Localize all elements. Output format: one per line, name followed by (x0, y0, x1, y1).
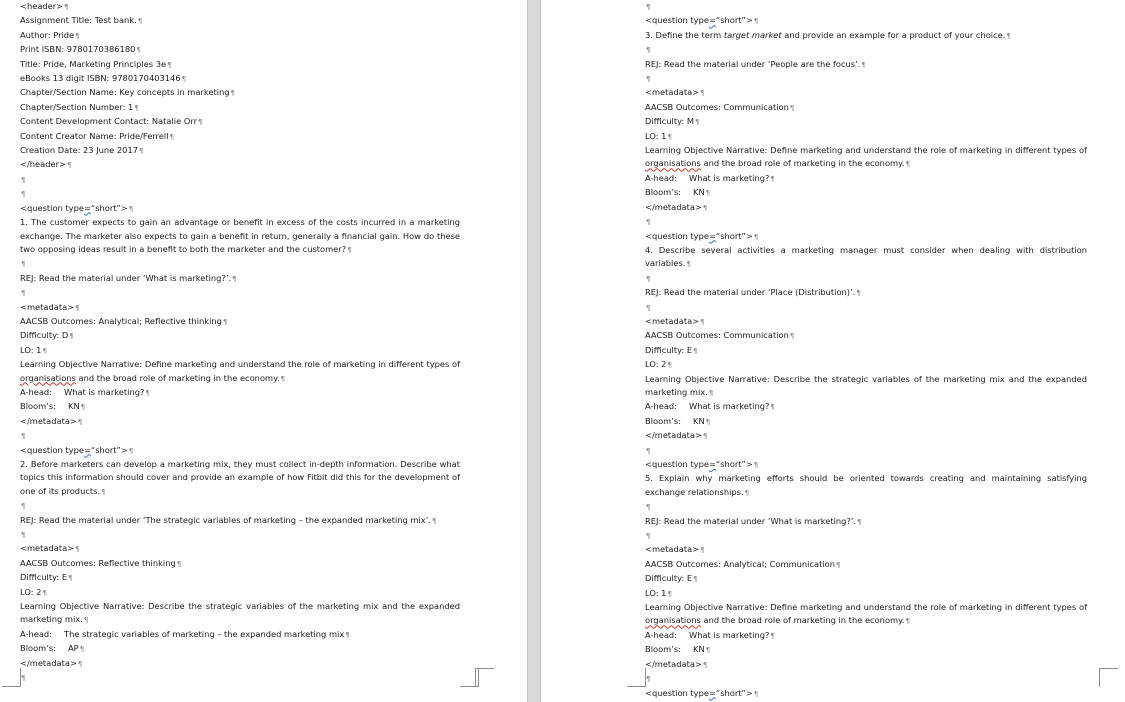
pilcrow-mark: ¶ (68, 574, 73, 583)
document-paragraph[interactable]: <header>¶ (20, 1, 69, 11)
pilcrow-mark: ¶ (42, 346, 47, 355)
pilcrow-mark: ¶ (83, 616, 89, 625)
pilcrow-mark: ¶ (101, 487, 106, 496)
document-paragraph[interactable]: A-head: What is marketing?¶ (645, 401, 775, 412)
document-paragraph[interactable]: A-head: The strategic variables of marketing – the expanded marketing mix¶ (20, 628, 350, 639)
document-paragraph[interactable]: AACSB Outcomes: Analytical; Reflective thinking¶ (20, 315, 228, 326)
document-paragraph[interactable] (645, 500, 1087, 514)
document-page-left[interactable] (0, 0, 527, 702)
margin-corner-mark (475, 668, 494, 687)
pilcrow-mark: ¶ (770, 174, 775, 183)
margin-corner-mark (2, 668, 21, 687)
pilcrow-mark: ¶ (145, 388, 150, 397)
pilcrow-mark: ¶ (136, 46, 141, 55)
pilcrow-mark: ¶ (280, 374, 285, 383)
document-paragraph[interactable]: Content Development Contact: Natalie Orr¶ (20, 116, 203, 127)
document-paragraph[interactable]: A-head: What is marketing?¶ (645, 629, 775, 640)
document-paragraph[interactable]: Content Creator Name: Pride/Ferrell¶ (20, 130, 174, 141)
pilcrow-mark: ¶ (128, 446, 134, 455)
pilcrow-mark: ¶ (21, 260, 26, 269)
pilcrow-mark: ¶ (66, 161, 72, 170)
document-paragraph[interactable]: </metadata>¶ (645, 430, 708, 441)
pilcrow-mark: ¶ (139, 147, 144, 156)
document-paragraph[interactable]: Chapter/Section Name: Key concepts in marketing¶ (20, 87, 236, 98)
pilcrow-mark: ¶ (646, 3, 651, 11)
pilcrow-mark: ¶ (69, 332, 74, 341)
document-paragraph[interactable]: AACSB Outcomes: Reflective thinking¶ (20, 557, 182, 568)
pilcrow-mark: ¶ (232, 274, 237, 283)
pilcrow-mark: ¶ (753, 689, 759, 698)
document-paragraph[interactable]: Title: Pride, Marketing Principles 3e¶ (20, 58, 172, 69)
document-paragraph[interactable]: 1. The customer expects to gain an advantage or benefit in excess of the costs incurred in a marketing exchange. The marketer also expects to gain a benefit in return, generally a financial gain. How do these two opposing ideas result in a benefit to both the marketer and the customer?¶ (20, 217, 460, 254)
document-paragraph[interactable] (20, 173, 460, 187)
document-paragraph[interactable]: REJ: Read the material under ‘The strategic variables of marketing – the expanded marketing mix’.¶ (20, 514, 437, 525)
document-paragraph[interactable]: <question type=“short”>¶ (20, 444, 134, 455)
document-paragraph[interactable]: Learning Objective Narrative: Describe the strategic variables of the marketing mix and the expanded marketing mix.¶ (20, 601, 460, 625)
pilcrow-mark: ¶ (198, 118, 203, 127)
document-paragraph[interactable] (645, 43, 1087, 57)
pilcrow-mark: ¶ (693, 346, 698, 355)
document-paragraph[interactable]: Difficulty: D¶ (20, 330, 74, 341)
document-paragraph[interactable] (20, 429, 460, 443)
document-paragraph[interactable]: Bloom’s: KN¶ (645, 415, 711, 426)
pilcrow-mark: ¶ (646, 503, 651, 512)
document-paragraph[interactable]: Difficulty: E¶ (20, 572, 73, 583)
document-paragraph[interactable] (645, 301, 1087, 315)
pilcrow-mark: ¶ (646, 532, 651, 541)
document-paragraph[interactable] (645, 0, 1087, 14)
document-paragraph[interactable] (20, 257, 460, 271)
pilcrow-mark: ¶ (646, 46, 651, 55)
document-paragraph[interactable]: 5. Explain why marketing efforts should be oriented towards creating and maintaining satisfying exchange relationships.¶ (645, 473, 1087, 497)
document-page-right[interactable] (541, 0, 1125, 702)
document-paragraph[interactable]: Difficulty: E¶ (645, 573, 698, 584)
document-paragraph[interactable]: Bloom’s: KN¶ (645, 187, 711, 198)
document-paragraph[interactable]: </metadata>¶ (20, 415, 83, 426)
document-paragraph[interactable] (20, 499, 460, 513)
pilcrow-mark: ¶ (134, 103, 139, 112)
pilcrow-mark: ¶ (753, 461, 759, 469)
document-paragraph[interactable]: REJ: Read the material under ‘People are the focus’.¶ (645, 58, 866, 69)
pilcrow-mark: ¶ (646, 675, 651, 684)
document-paragraph[interactable]: <metadata>¶ (645, 544, 705, 555)
pilcrow-mark: ¶ (21, 531, 26, 540)
pilcrow-mark: ¶ (667, 361, 672, 370)
pilcrow-mark: ¶ (705, 646, 711, 655)
pilcrow-mark: ¶ (347, 245, 352, 254)
document-paragraph[interactable]: Assignment Title: Test bank.¶ (20, 15, 143, 26)
document-paragraph[interactable]: Bloom’s: AP¶ (20, 643, 85, 654)
pilcrow-mark: ¶ (789, 103, 795, 112)
pilcrow-mark: ¶ (686, 260, 691, 269)
document-paragraph[interactable]: </metadata>¶ (645, 658, 708, 669)
pilcrow-mark: ¶ (21, 432, 26, 441)
document-paragraph[interactable] (645, 529, 1087, 543)
document-paragraph[interactable]: Difficulty: E¶ (645, 344, 698, 355)
document-paragraph[interactable]: <metadata>¶ (20, 301, 80, 312)
pilcrow-mark: ¶ (646, 75, 651, 84)
document-paragraph[interactable]: <question type=“short”>¶ (20, 202, 134, 213)
pilcrow-mark: ¶ (753, 232, 759, 241)
pilcrow-mark: ¶ (905, 617, 910, 626)
document-paragraph[interactable]: <question type=“short”>¶ (645, 687, 759, 698)
document-paragraph[interactable]: Author: Pride¶ (20, 29, 80, 40)
document-paragraph[interactable]: </metadata>¶ (20, 657, 83, 668)
pilcrow-mark: ¶ (744, 488, 750, 497)
pilcrow-mark: ¶ (753, 17, 759, 26)
pilcrow-mark: ¶ (21, 175, 26, 184)
document-paragraph[interactable]: AACSB Outcomes: Communication¶ (645, 330, 795, 341)
document-paragraph[interactable]: Bloom’s: KN¶ (645, 644, 711, 655)
document-paragraph[interactable]: Print ISBN: 9780170386180¶ (20, 44, 141, 55)
pilcrow-mark: ¶ (137, 17, 143, 26)
pilcrow-mark: ¶ (693, 575, 698, 584)
pilcrow-mark: ¶ (857, 517, 862, 526)
pilcrow-mark: ¶ (702, 432, 708, 441)
pilcrow-mark: ¶ (905, 160, 910, 169)
document-paragraph[interactable]: <question type=“short”>¶ (645, 15, 759, 26)
document-paragraph[interactable]: Learning Objective Narrative: Describe the strategic variables of the marketing mix and the expanded marketing mix.¶ (645, 373, 1087, 397)
pilcrow-mark: ¶ (75, 31, 80, 40)
document-paragraph[interactable]: <metadata>¶ (645, 315, 705, 326)
document-paragraph[interactable]: <metadata>¶ (20, 543, 80, 554)
pilcrow-mark: ¶ (77, 659, 83, 668)
document-paragraph[interactable]: LO: 1¶ (645, 587, 672, 598)
margin-corner-mark (627, 668, 646, 687)
pilcrow-mark: ¶ (705, 417, 711, 426)
pilcrow-mark: ¶ (836, 560, 841, 569)
document-paragraph[interactable]: 3. Define the term target market and provide an example for a product of your choice.¶ (645, 29, 1011, 40)
pilcrow-mark: ¶ (345, 630, 350, 639)
pilcrow-mark: ¶ (770, 631, 775, 640)
document-paragraph[interactable]: Bloom’s: KN¶ (20, 401, 86, 412)
pilcrow-mark: ¶ (700, 89, 705, 98)
pilcrow-mark: ¶ (176, 559, 182, 568)
pilcrow-mark: ¶ (77, 417, 83, 426)
document-paragraph[interactable] (645, 72, 1087, 86)
pilcrow-mark: ¶ (667, 132, 672, 141)
pilcrow-mark: ¶ (21, 190, 26, 199)
document-paragraph[interactable]: LO: 2¶ (20, 586, 47, 597)
pilcrow-mark: ¶ (770, 403, 775, 412)
document-paragraph[interactable]: REJ: Read the material under ‘What is marketing?’.¶ (645, 515, 862, 526)
document-paragraph[interactable]: AACSB Outcomes: Communication¶ (645, 101, 795, 112)
pilcrow-mark: ¶ (856, 289, 861, 298)
document-paragraph[interactable]: REJ: Read the material under ‘What is marketing?’.¶ (20, 272, 237, 283)
pilcrow-mark: ¶ (646, 303, 651, 312)
pilcrow-mark: ¶ (75, 545, 80, 554)
pilcrow-mark: ¶ (75, 303, 80, 312)
document-paragraph[interactable]: Difficulty: M¶ (645, 116, 700, 127)
document-paragraph[interactable]: LO: 1¶ (645, 130, 672, 141)
pilcrow-mark: ¶ (789, 332, 795, 341)
pilcrow-mark: ¶ (702, 203, 708, 212)
pilcrow-mark: ¶ (646, 274, 651, 283)
pilcrow-mark: ¶ (181, 75, 187, 84)
pilcrow-mark: ¶ (667, 589, 672, 598)
document-paragraph[interactable] (645, 672, 1087, 686)
pilcrow-mark: ¶ (646, 446, 651, 455)
document-paragraph[interactable]: Learning Objective Narrative: Define marketing and understand the role of marketing in different types of organisations and the broad role of marketing in the economy.¶ (645, 145, 1087, 169)
pilcrow-mark: ¶ (79, 645, 85, 654)
document-paragraph[interactable]: 4. Describe several activities a marketing manager must consider when dealing with distribution variables.¶ (645, 244, 1087, 269)
document-paragraph[interactable]: </metadata>¶ (645, 201, 708, 212)
document-paragraph[interactable] (645, 444, 1087, 458)
pilcrow-mark: ¶ (708, 388, 714, 397)
pilcrow-mark: ¶ (646, 218, 651, 227)
document-paragraph[interactable]: Creation Date: 23 June 2017¶ (20, 145, 144, 156)
document-paragraph[interactable]: </header>¶ (20, 159, 72, 170)
document-paragraph[interactable] (20, 286, 460, 300)
pilcrow-mark: ¶ (230, 89, 236, 98)
pilcrow-mark: ¶ (700, 317, 705, 326)
pilcrow-mark: ¶ (42, 588, 47, 597)
document-paragraph[interactable]: LO: 1¶ (20, 344, 47, 355)
margin-corner-mark (1099, 668, 1118, 687)
document-paragraph[interactable]: Learning Objective Narrative: Define marketing and understand the role of marketing in different types of organisations and the broad role of marketing in the economy.¶ (645, 602, 1087, 626)
pilcrow-mark: ¶ (702, 660, 708, 669)
pilcrow-mark: ¶ (80, 403, 86, 412)
document-paragraph[interactable]: Learning Objective Narrative: Define marketing and understand the role of marketing in different types of organisations and the broad role of marketing in the economy.¶ (20, 359, 460, 383)
pilcrow-mark: ¶ (432, 516, 437, 525)
pilcrow-mark: ¶ (695, 118, 700, 127)
document-paragraph[interactable] (20, 528, 460, 542)
pilcrow-mark: ¶ (167, 60, 172, 69)
document-paragraph[interactable]: 2. Before marketers can develop a marketing mix, they must collect in-depth information. Describe what topics this information should cover and provide an example of how Fitbit did this for the development of one of its products.¶ (20, 459, 460, 496)
document-paragraph[interactable]: <question type=“short”>¶ (645, 459, 759, 469)
pilcrow-mark: ¶ (21, 289, 26, 298)
pilcrow-mark: ¶ (1006, 31, 1011, 40)
pilcrow-mark: ¶ (21, 674, 26, 683)
document-paragraph[interactable]: eBooks 13 digit ISBN: 9780170403146¶ (20, 73, 187, 84)
document-paragraph[interactable]: REJ: Read the material under ‘Place (Distribution)’.¶ (645, 287, 861, 298)
document-paragraph[interactable]: A-head: What is marketing?¶ (20, 386, 150, 397)
page-text-body[interactable] (20, 0, 460, 686)
pilcrow-mark: ¶ (705, 189, 711, 198)
document-paragraph[interactable]: A-head: What is marketing?¶ (645, 172, 775, 183)
pilcrow-mark: ¶ (169, 132, 174, 141)
pilcrow-mark: ¶ (222, 317, 228, 326)
document-paragraph[interactable] (20, 671, 460, 685)
document-paragraph[interactable]: LO: 2¶ (645, 359, 672, 370)
page-text-body[interactable] (645, 0, 1087, 701)
document-paragraph[interactable] (645, 215, 1087, 229)
pilcrow-mark: ¶ (861, 60, 866, 69)
document-paragraph[interactable] (20, 187, 460, 201)
page-gap (527, 0, 541, 702)
document-paragraph[interactable]: <question type=“short”>¶ (645, 230, 759, 241)
document-paragraph[interactable]: <metadata>¶ (645, 87, 705, 98)
pilcrow-mark: ¶ (700, 546, 705, 555)
pilcrow-mark: ¶ (128, 204, 134, 213)
pilcrow-mark: ¶ (64, 3, 69, 11)
document-paragraph[interactable]: AACSB Outcomes: Analytical; Communication¶ (645, 558, 841, 569)
document-paragraph[interactable] (645, 272, 1087, 286)
document-paragraph[interactable]: Chapter/Section Number: 1¶ (20, 101, 139, 112)
pilcrow-mark: ¶ (21, 502, 26, 511)
